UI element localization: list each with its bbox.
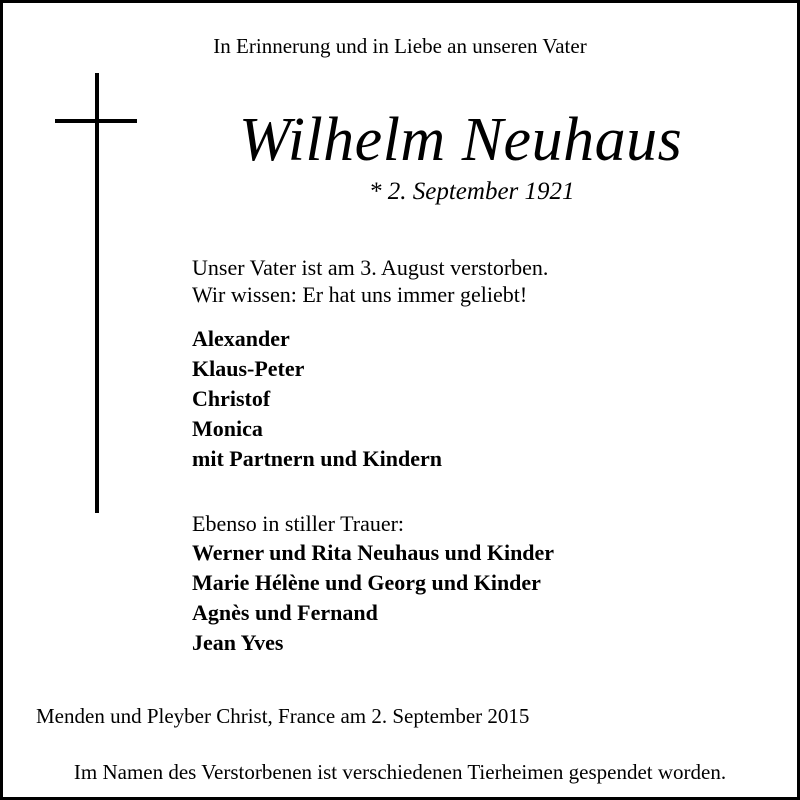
- relatives-label: Ebenso in stiller Trauer:: [192, 511, 405, 536]
- relatives-list: [192, 538, 554, 658]
- message-block: [192, 254, 548, 308]
- deceased-name: Wilhelm Neuhaus: [239, 106, 683, 174]
- cross-horizontal-bar: [55, 119, 137, 123]
- family-member: Alexander: [192, 326, 290, 351]
- intro-line: In Erinnerung und in Liebe an unseren Vater: [213, 34, 587, 58]
- family-list: [192, 324, 442, 474]
- relative: Jean Yves: [192, 630, 284, 655]
- relative: Werner und Rita Neuhaus und Kinder: [192, 540, 555, 565]
- family-member: mit Partnern und Kindern: [192, 446, 442, 471]
- relative: Marie Hélène und Georg und Kinder: [192, 570, 541, 595]
- family-member: Klaus-Peter: [192, 356, 305, 381]
- relative: Agnès und Fernand: [192, 600, 378, 625]
- message-line-2: Wir wissen: Er hat uns immer geliebt!: [192, 282, 528, 307]
- birth-date: * 2. September 1921: [369, 178, 575, 205]
- family-member: Monica: [192, 416, 263, 441]
- donation-note: Im Namen des Verstorbenen ist verschiedenen Tierheimen gespendet worden.: [73, 760, 727, 784]
- message-line-1: Unser Vater ist am 3. August verstorben.: [192, 255, 549, 280]
- family-member: Christof: [192, 386, 271, 411]
- cross-vertical-bar: [95, 73, 99, 513]
- place-and-date: Menden und Pleyber Christ, France am 2. September 2015: [36, 704, 530, 728]
